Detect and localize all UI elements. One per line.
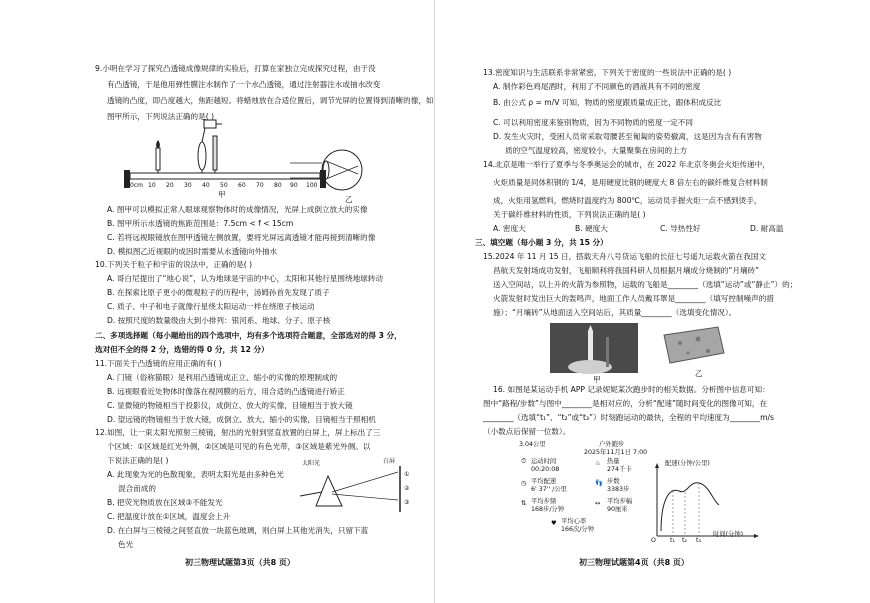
- ruler-tick: 50: [220, 182, 228, 189]
- graph-tick-t2: t₂: [682, 537, 687, 544]
- q15-figure-jia: 甲: [593, 375, 601, 384]
- graph-x-label: 时间(分钟): [713, 531, 744, 538]
- q15-line4: 火箭发射时发出巨大的轰鸣声，地面工作人员戴耳罩是________（填写控制噪声的措: [493, 294, 774, 303]
- q14-option-c: C. 导热性好: [660, 224, 701, 233]
- prism-region-2: ②: [404, 485, 410, 492]
- stride-icon: ↔: [595, 500, 601, 507]
- ruler-tick: 40: [202, 182, 210, 189]
- app-steps-value: 3383步: [607, 486, 630, 493]
- q9-option-c: C. 若将远视眼镜放在图甲透镜左侧放置，要将光屏远离透镜才能再接到清晰的像: [107, 233, 376, 242]
- q11-stem: 11.下面关于凸透镜的应用正确的有( ): [95, 359, 222, 368]
- q13-stem: 13.密度知识与生活联系非常紧密，下列关于密度的一些说法中正确的是( ): [483, 68, 732, 77]
- q15-line1: 15.2024 年 11 月 15 日，搭载天舟八号货运飞船的长征七号遥九运载火箭在我国文: [483, 252, 767, 261]
- ruler-tick: 80: [274, 182, 282, 189]
- optical-bench-figure: [130, 118, 430, 208]
- ruler-tick: 10: [148, 182, 156, 189]
- q16-line1: 16. 如图是某运动手机 APP 记录妮妮某次跑步时的相关数据。分析图中信息可知：: [493, 385, 770, 394]
- app-time-label: 运动时间: [531, 458, 557, 465]
- q14-line2: 火炬质量是同体积钢的 1/4，是用硬度比钢的硬度大 8 倍左右的碳纤维复合材料制: [493, 178, 768, 187]
- q10-option-b: B. 在探索比原子更小的微观粒子的历程中，汤姆孙首先发现了质子: [107, 288, 330, 297]
- water-lens-icon: [198, 120, 222, 173]
- q14-option-d: D. 耐高温: [750, 224, 784, 233]
- q14-option-b: B. 硬度大: [575, 224, 608, 233]
- right-page: [435, 0, 870, 603]
- footsteps-icon: 👣: [595, 480, 603, 487]
- ruler-labels: [130, 181, 330, 191]
- q9-option-d: D. 模拟图乙近视眼的成因时需要从水透镜向外抽水: [107, 247, 278, 256]
- q13-option-b: B. 由公式 ρ = m/V 可知，物质的密度跟质量成正比，跟体积成反比: [493, 98, 722, 107]
- lunar-brick-photo: [660, 325, 726, 365]
- q13-option-c: C. 可以利用密度来鉴别物质，因为不同物质的密度一定不同: [493, 118, 693, 127]
- q15-line2: 昌航天发射场成功发射，飞船顺利将我国科研人员根据月壤成分烧制的“月壤砖”: [493, 266, 760, 275]
- ruler-tick: 60: [238, 182, 246, 189]
- q10-option-c: C. 质子、中子和电子就像行星绕太阳运动一样在绕原子核运动: [107, 302, 315, 311]
- q9-option-b: B. 图甲所示水透镜的焦距范围是：7.5cm < f < 15cm: [107, 219, 294, 228]
- rocket-launch-photo: [550, 323, 638, 373]
- app-stride-label: 平均步幅: [607, 498, 633, 505]
- q14-line1: 14.北京是唯一举行了夏季与冬季奥运会的城市，在 2022 年北京冬奥会火炬传递中，: [483, 160, 770, 169]
- ruler-tick: 90: [290, 182, 298, 189]
- q16-line4: （小数点后保留一位数）。: [483, 427, 571, 436]
- app-stride-value: 90厘米: [607, 506, 628, 513]
- q15-line5: 施）；“月壤砖”从地面送入空间站后，其质量________（选填变化情况）。: [493, 308, 737, 317]
- ruler-tick: 0cm: [130, 182, 143, 189]
- q12-option-c: C. 把温度计放在①区域，温度会上升: [107, 512, 231, 521]
- app-hr-label: 平均心率: [561, 518, 587, 525]
- graph-tick-t3: t₃: [696, 537, 701, 544]
- ruler-tick: 30: [184, 182, 192, 189]
- heart-rate-icon: ♥: [551, 520, 557, 527]
- q9-line1: 9.小明在学习了探究凸透镜成像规律的实验后，打算在家独立完成探究过程，由于没: [95, 64, 376, 73]
- q11-option-d: D. 望远镜的物镜相当于放大镜，成倒立、放大、缩小的实像，目镜相当于照相机: [107, 415, 376, 424]
- section-3-heading: 三、填空题（每小题 3 分，共 15 分）: [475, 238, 608, 247]
- q12-option-a-cont: 混合而成的: [118, 484, 156, 493]
- app-hr-value: 166次/分钟: [561, 526, 595, 533]
- q12-line1: 12.如图，让一束太阳光照射三棱镜，射出的光射到竖直放置的白屏上，屏上标出了三: [95, 428, 381, 437]
- pace-icon: ◷: [521, 480, 527, 487]
- app-freq-value: 168步/分钟: [531, 506, 565, 513]
- q12-line3: 下说法正确的是( ): [107, 456, 169, 465]
- q15-figure-yi: 乙: [695, 369, 703, 378]
- q14-line3: 成，火炬用氢燃料，燃烧时温度约为 800℃，运动员手握火炬一点不感到烫手，: [493, 196, 762, 205]
- prism-figure: [300, 466, 415, 516]
- prism-screen-label: 白屏: [383, 458, 396, 465]
- q12-line2: 个区域：①区域是红光外侧，②区域是可见的有色光带，③区域是紫光外侧。以: [107, 442, 371, 451]
- page-footer-left: 初三物理试题第3页（共8 页）: [185, 558, 295, 567]
- q9-line4: 图甲所示，下列说法正确的是( ): [107, 112, 215, 121]
- q15-line3: 送入空间站，以上升的火箭为参照物，运载的飞船是________（选填“运动”或“静止”）的；: [493, 280, 798, 289]
- screen-icon: [213, 136, 217, 173]
- q12-option-d-cont: 色光: [118, 540, 134, 549]
- q13-option-a: A. 制作彩色鸡尾酒时，利用了不同颜色的酒液具有不同的密度: [493, 82, 701, 91]
- app-time-value: 00:20:08: [531, 466, 560, 473]
- running-app-panel: [519, 441, 749, 546]
- section-2-heading: 二、多项选择题（每小题给出的四个选项中，均有多个选项符合题意，全部选对的得 3 分，: [95, 331, 402, 340]
- q9-option-a: A. 图甲可以模拟正常人眼球观察物体时的成像情况，光屏上成倒立放大的实像: [107, 205, 368, 214]
- prism-sunlight-label: 太阳光: [302, 460, 321, 467]
- ruler-tick: 70: [256, 182, 264, 189]
- pace-time-graph: [649, 461, 759, 541]
- q10-stem: 10.下列关于粒子和宇宙的说法中，正确的是( ): [95, 260, 253, 269]
- q11-option-b: B. 远视眼看近处物体时像落在视网膜的后方，用合适的凸透镜进行矫正: [107, 387, 345, 396]
- page-footer-right: 初三物理试题第4页（共8 页）: [579, 558, 689, 567]
- q16-line2: 图中“路程/步数”与图中________是相对应的，分析“配速”随时间变化的图像可知，在: [483, 399, 768, 408]
- app-distance: 3.04公里: [519, 441, 546, 448]
- graph-origin: O: [651, 537, 656, 544]
- q12-option-d: D. 在白屏与三棱镜之间竖直放一块蓝色玻璃，则白屏上其他光消失，只留下蓝: [107, 526, 369, 535]
- q9-line3: 透镜的凸度，即凸度越大，焦距越短。将蜡烛放在合适位置后，调节光屏的位置得到清晰的像，如: [107, 96, 434, 105]
- q10-option-a: A. 哥白尼提出了“地心说”，认为地球是宇宙的中心，太阳和其他行星围绕地球转动: [107, 274, 383, 283]
- ruler-tick: 100: [306, 182, 318, 189]
- figure-label-jia: 甲: [218, 190, 226, 199]
- q16-line3: ________（选填“t₁”、“t₂”或“t₃”）时刻跑运动的最快，全程的平均速度为________m/s: [483, 413, 774, 422]
- app-calorie-label: 热量: [607, 458, 620, 465]
- section-2-heading-line2: 选对但不全的得 2 分，选错的得 0 分，共 12 分）: [95, 345, 269, 354]
- q13-option-d: D. 发生火灾时，受困人员常采取弯腰甚至匍匐的姿势撤离，这是因为含有有害物: [493, 132, 762, 141]
- app-pace-value: 6' 37'' /公里: [531, 486, 567, 493]
- prism-region-1: ①: [404, 471, 410, 478]
- stopwatch-icon: ⏱: [521, 458, 526, 465]
- q11-option-c: C. 显微镜的物镜相当于投影仪，成倒立、放大的实像，目镜相当于放大镜: [107, 401, 353, 410]
- figure-label-yi: 乙: [345, 195, 353, 204]
- q14-option-a: A. 密度大: [493, 224, 526, 233]
- app-date: 2025年11月1日 7:00: [584, 449, 648, 456]
- ruler-tick: 20: [166, 182, 174, 189]
- cadence-icon: ⇅: [521, 500, 527, 507]
- q9-line2: 有凸透镜，于是他用弹性膜注水制作了一个水凸透镜，通过注射器注水或抽水改变: [107, 80, 381, 89]
- q12-option-a: A. 此现象为光的色散现象，表明太阳光是由多种色光: [107, 470, 284, 479]
- q11-option-a: A. 门镜（俗称猫眼）是利用凸透镜成正立、缩小的实像的原理制成的: [107, 373, 338, 382]
- app-freq-label: 平均步频: [531, 498, 557, 505]
- graph-tick-t1: t₁: [670, 537, 675, 544]
- app-mode: 户外跑步: [599, 441, 625, 448]
- graph-y-label: 配速(分钟/公里): [665, 460, 710, 467]
- q12-option-b: B. 把荧光物质放在区域③不能发光: [107, 498, 223, 507]
- q10-option-d: D. 按照尺度的数量级由大到小排列：银河系、地球、分子、原子核: [107, 316, 331, 325]
- q13-option-d-cont: 质的空气温度较高，密度较小，大量聚集在房间的上方: [505, 146, 688, 155]
- app-pace-label: 平均配速: [531, 478, 557, 485]
- q14-line4: 关于碳纤维材料的性质，下列说法正确的是( ): [493, 210, 646, 219]
- app-steps-label: 步数: [607, 478, 620, 485]
- candle-icon: [156, 140, 160, 173]
- flame-icon: ♨: [595, 460, 601, 467]
- prism-region-3: ③: [404, 499, 410, 506]
- app-calorie-value: 274千卡: [607, 466, 632, 473]
